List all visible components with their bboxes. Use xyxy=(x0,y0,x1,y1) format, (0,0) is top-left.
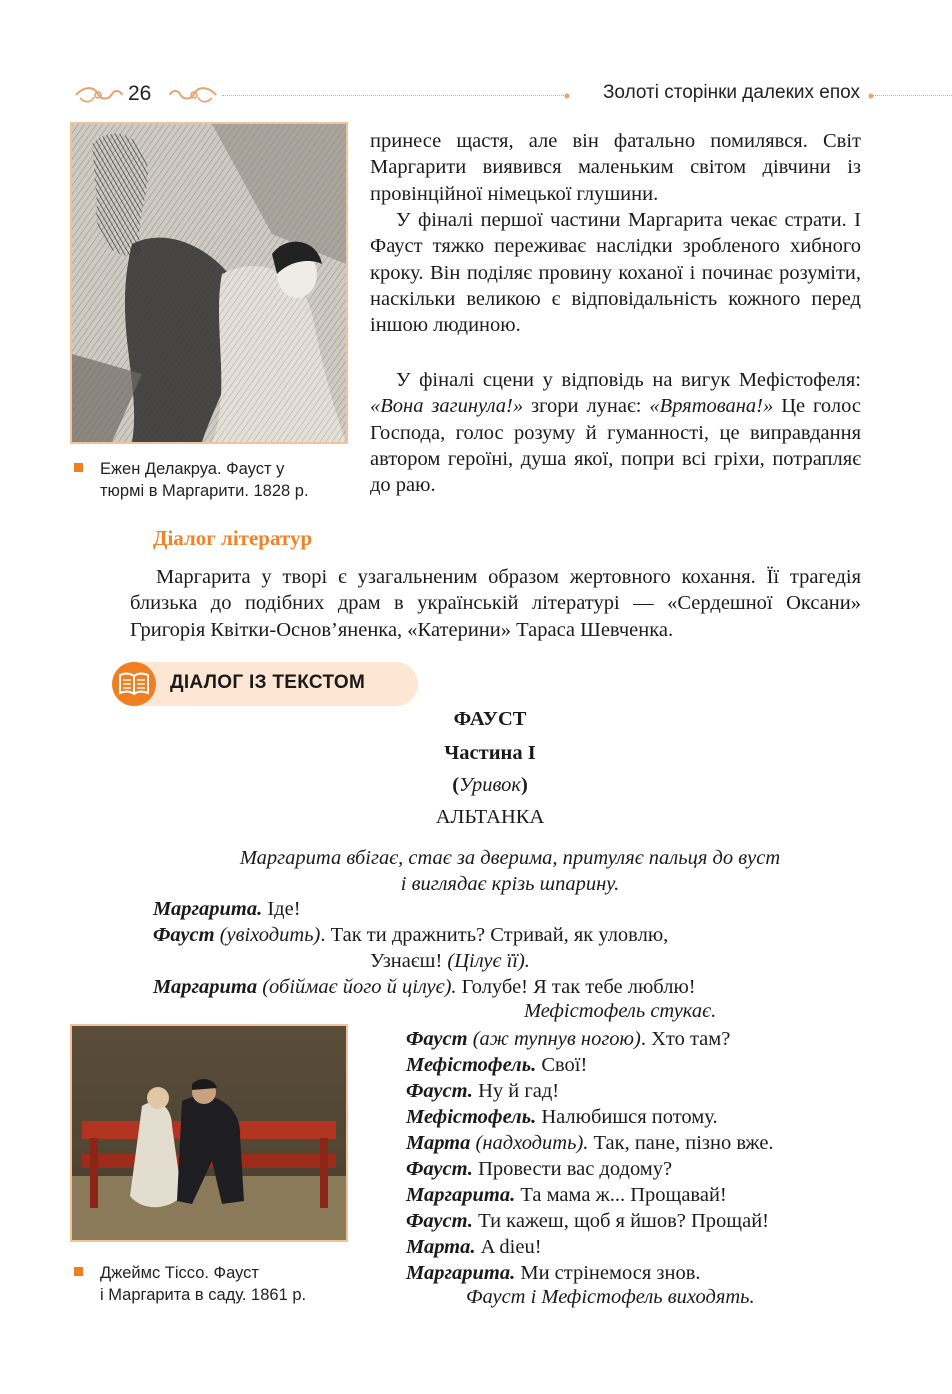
excerpt-part: Частина І xyxy=(444,742,536,764)
open-book-icon xyxy=(112,662,156,706)
dialogue-line: Узнаєш! (Цілує її). xyxy=(370,950,530,972)
top-image-caption: Ежен Делакруа. Фауст у тюрмі в Маргарити. 1828 р. xyxy=(100,458,309,502)
excerpt-title: ФАУСТ xyxy=(453,708,527,730)
dialogue-line: Марта. A dieu! xyxy=(406,1236,542,1258)
ornament-right-icon xyxy=(168,84,218,106)
header-dot-icon xyxy=(867,92,875,100)
paragraph-4: Маргарита у творі є узагальненим образом жертовного кохання. Її трагедія близька до подібних драм в українській літературі — «Сердешної Оксани» Григорія Квітки-Основ’яненка, «Катерини» Тараса Шевченка. xyxy=(130,566,861,641)
stage-direction-2: Мефістофель стукає. xyxy=(524,1000,717,1022)
excerpt-fragment: (Уривок) xyxy=(452,774,528,796)
paragraph-1: принесе щастя, але він фатально помилявся. Світ Маргарити виявився маленьким світом дівчини із провінційної німецької глушини. xyxy=(370,130,861,205)
dialogue-line: Фауст. Ти кажеш, щоб я йшов? Прощай! xyxy=(406,1210,769,1232)
stage-direction-3: Фауст і Мефістофель виходять. xyxy=(466,1286,755,1308)
running-title: Золоті сторінки далеких епох xyxy=(602,82,860,103)
dialogue-line: Мефістофель. Налюбишся потому. xyxy=(406,1106,718,1128)
dialogue-line: Фауст. Провести вас додому? xyxy=(406,1158,673,1180)
header-rule-left xyxy=(222,95,568,96)
dialogue-line: Маргарита. Ми стрінемося знов. xyxy=(406,1262,701,1284)
tissot-painting-image xyxy=(70,1024,348,1242)
page-number: 26 xyxy=(128,82,152,105)
dialogue-line: Фауст (увіходить). Так ти дражнить? Стривай, як уловлю, xyxy=(153,924,669,946)
excerpt-scene: АЛЬТАНКА xyxy=(435,806,545,828)
ornament-left-icon xyxy=(74,84,124,106)
header-rule-right xyxy=(870,95,952,96)
dialogue-line: Марта (надходить). Так, пане, пізно вже. xyxy=(406,1132,774,1154)
paragraph-2: У фіналі першої частини Маргарита чекає страти. І Фауст тяжко переживає наслідки зробленого хибного кроку. Він поділяє провину коханої і починає розуміти, наскільки великою є відповідальність кожного перед іншою людиною. xyxy=(370,209,861,337)
dialog-badge-label: ДІАЛОГ ІЗ ТЕКСТОМ xyxy=(170,672,366,693)
dialogue-line: Мефістофель. Свої! xyxy=(406,1054,588,1076)
dialogue-line: Маргарита (обіймає його й цілує). Голубе! Я так тебе люблю! xyxy=(153,976,696,998)
caption-bullet-icon xyxy=(74,1267,83,1276)
section-heading: Діалог літератур xyxy=(153,526,313,550)
paragraph-3: У фіналі сцени у відповідь на вигук Мефістофеля: «Вона загинула!» згори лунає: «Врятована!» Це голос Господа, голос розуму й гуманності, це виправдання автором героїні, душа якої, попри всі гріхи, потрапляє до раю. xyxy=(370,369,862,497)
caption-bullet-icon xyxy=(74,463,83,472)
dialogue-line: Фауст. Ну й гад! xyxy=(406,1080,560,1102)
bottom-image-caption: Джеймс Тіссо. Фауст і Маргарита в саду. 1861 р. xyxy=(100,1262,306,1306)
delacroix-engraving-image xyxy=(70,122,348,444)
dialogue-line: Маргарита. Іде! xyxy=(153,898,301,920)
stage-direction-1: Маргарита вбігає, стає за дверима, притуляє пальця до вуст і виглядає крізь шпарину. xyxy=(239,847,781,895)
dialogue-line: Маргарита. Та мама ж... Прощавай! xyxy=(406,1184,727,1206)
header-dot-icon xyxy=(563,92,571,100)
dialog-badge-circle xyxy=(112,662,156,706)
dialogue-line: Фауст (аж тупнув ногою). Хто там? xyxy=(406,1028,731,1050)
